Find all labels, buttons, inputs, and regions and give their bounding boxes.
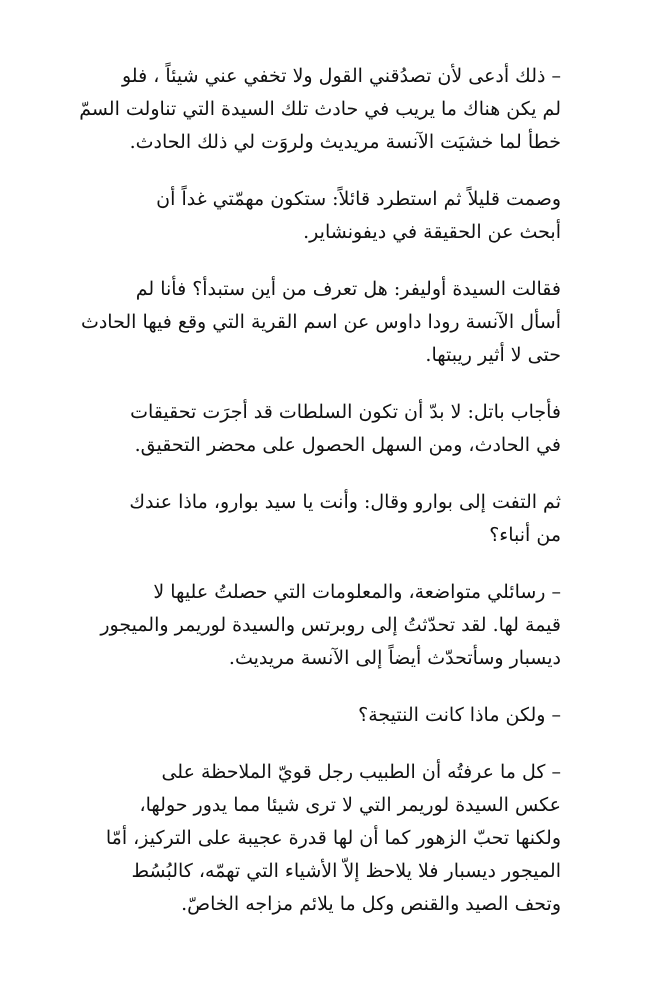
- text-line: ديسبار وسأتحدّث أيضاً إلى الآنسة مريديث.: [228, 647, 561, 669]
- paragraph-3: [66, 273, 589, 372]
- text-line: ثم التفت إلى بوارو وقال: وأنت يا سيد بوارو، ماذا عندك: [129, 491, 561, 513]
- paragraph-4: [66, 396, 589, 462]
- paragraph-5: [66, 486, 589, 552]
- text-line: قيمة لها. لقد تحدّثتُ إلى روبرتس والسيدة لوريمر والميجور: [100, 614, 561, 636]
- text-line: – رسائلي متواضعة، والمعلومات التي حصلتُ عليها لا: [153, 581, 561, 603]
- text-line: من أنباء؟: [489, 524, 561, 546]
- text-line: ولكنها تحبّ الزهور كما أن لها قدرة عجيبة على التركيز، أمّا: [105, 827, 561, 849]
- paragraph-1: [66, 60, 589, 159]
- paragraph-2: [66, 183, 589, 249]
- text-line: فقالت السيدة أوليفر: هل تعرف من أين ستبدأ؟ فأنا لم: [135, 278, 561, 300]
- text-line: لم يكن هناك ما يريب في حادث تلك السيدة التي تناولت السمّ: [79, 98, 561, 120]
- paragraph-8: [66, 756, 589, 921]
- text-line: – ذلك أدعى لأن تصدُقني القول ولا تخفي عني شيئاً ، فلو: [121, 65, 561, 87]
- text-line: أبحث عن الحقيقة في ديفونشاير.: [303, 221, 561, 243]
- text-line: أسأل الآنسة رودا داوس عن اسم القرية التي وقع فيها الحادث: [80, 311, 561, 333]
- text-line: حتى لا أثير ريبتها.: [425, 344, 561, 366]
- text-line: عكس السيدة لوريمر التي لا ترى شيئا مما يدور حولها،: [139, 794, 561, 816]
- text-line: الميجور ديسبار فلا يلاحظ إلاّ الأشياء التي تهمّه، كالبُسُط: [131, 860, 561, 882]
- text-line: وصمت قليلاً ثم استطرد قائلاً: ستكون مهمّتي غداً أن: [156, 188, 561, 210]
- text-line: – ولكن ماذا كانت النتيجة؟: [358, 704, 561, 726]
- text-line: وتحف الصيد والقنص وكل ما يلائم مزاجه الخاصّ.: [181, 893, 561, 915]
- text-line: – كل ما عرفتُه أن الطبيب رجل قويّ الملاحظة على: [161, 761, 561, 783]
- paragraph-7: [66, 699, 589, 732]
- text-line: في الحادث، ومن السهل الحصول على محضر التحقيق.: [134, 434, 561, 456]
- text-line: فأجاب باتل: لا بدّ أن تكون السلطات قد أجرَت تحقيقات: [130, 401, 561, 423]
- paragraph-6: [66, 576, 589, 675]
- text-line: خطأ لما خشيَت الآنسة مريديث ولروَت لي ذلك الحادث.: [129, 131, 561, 153]
